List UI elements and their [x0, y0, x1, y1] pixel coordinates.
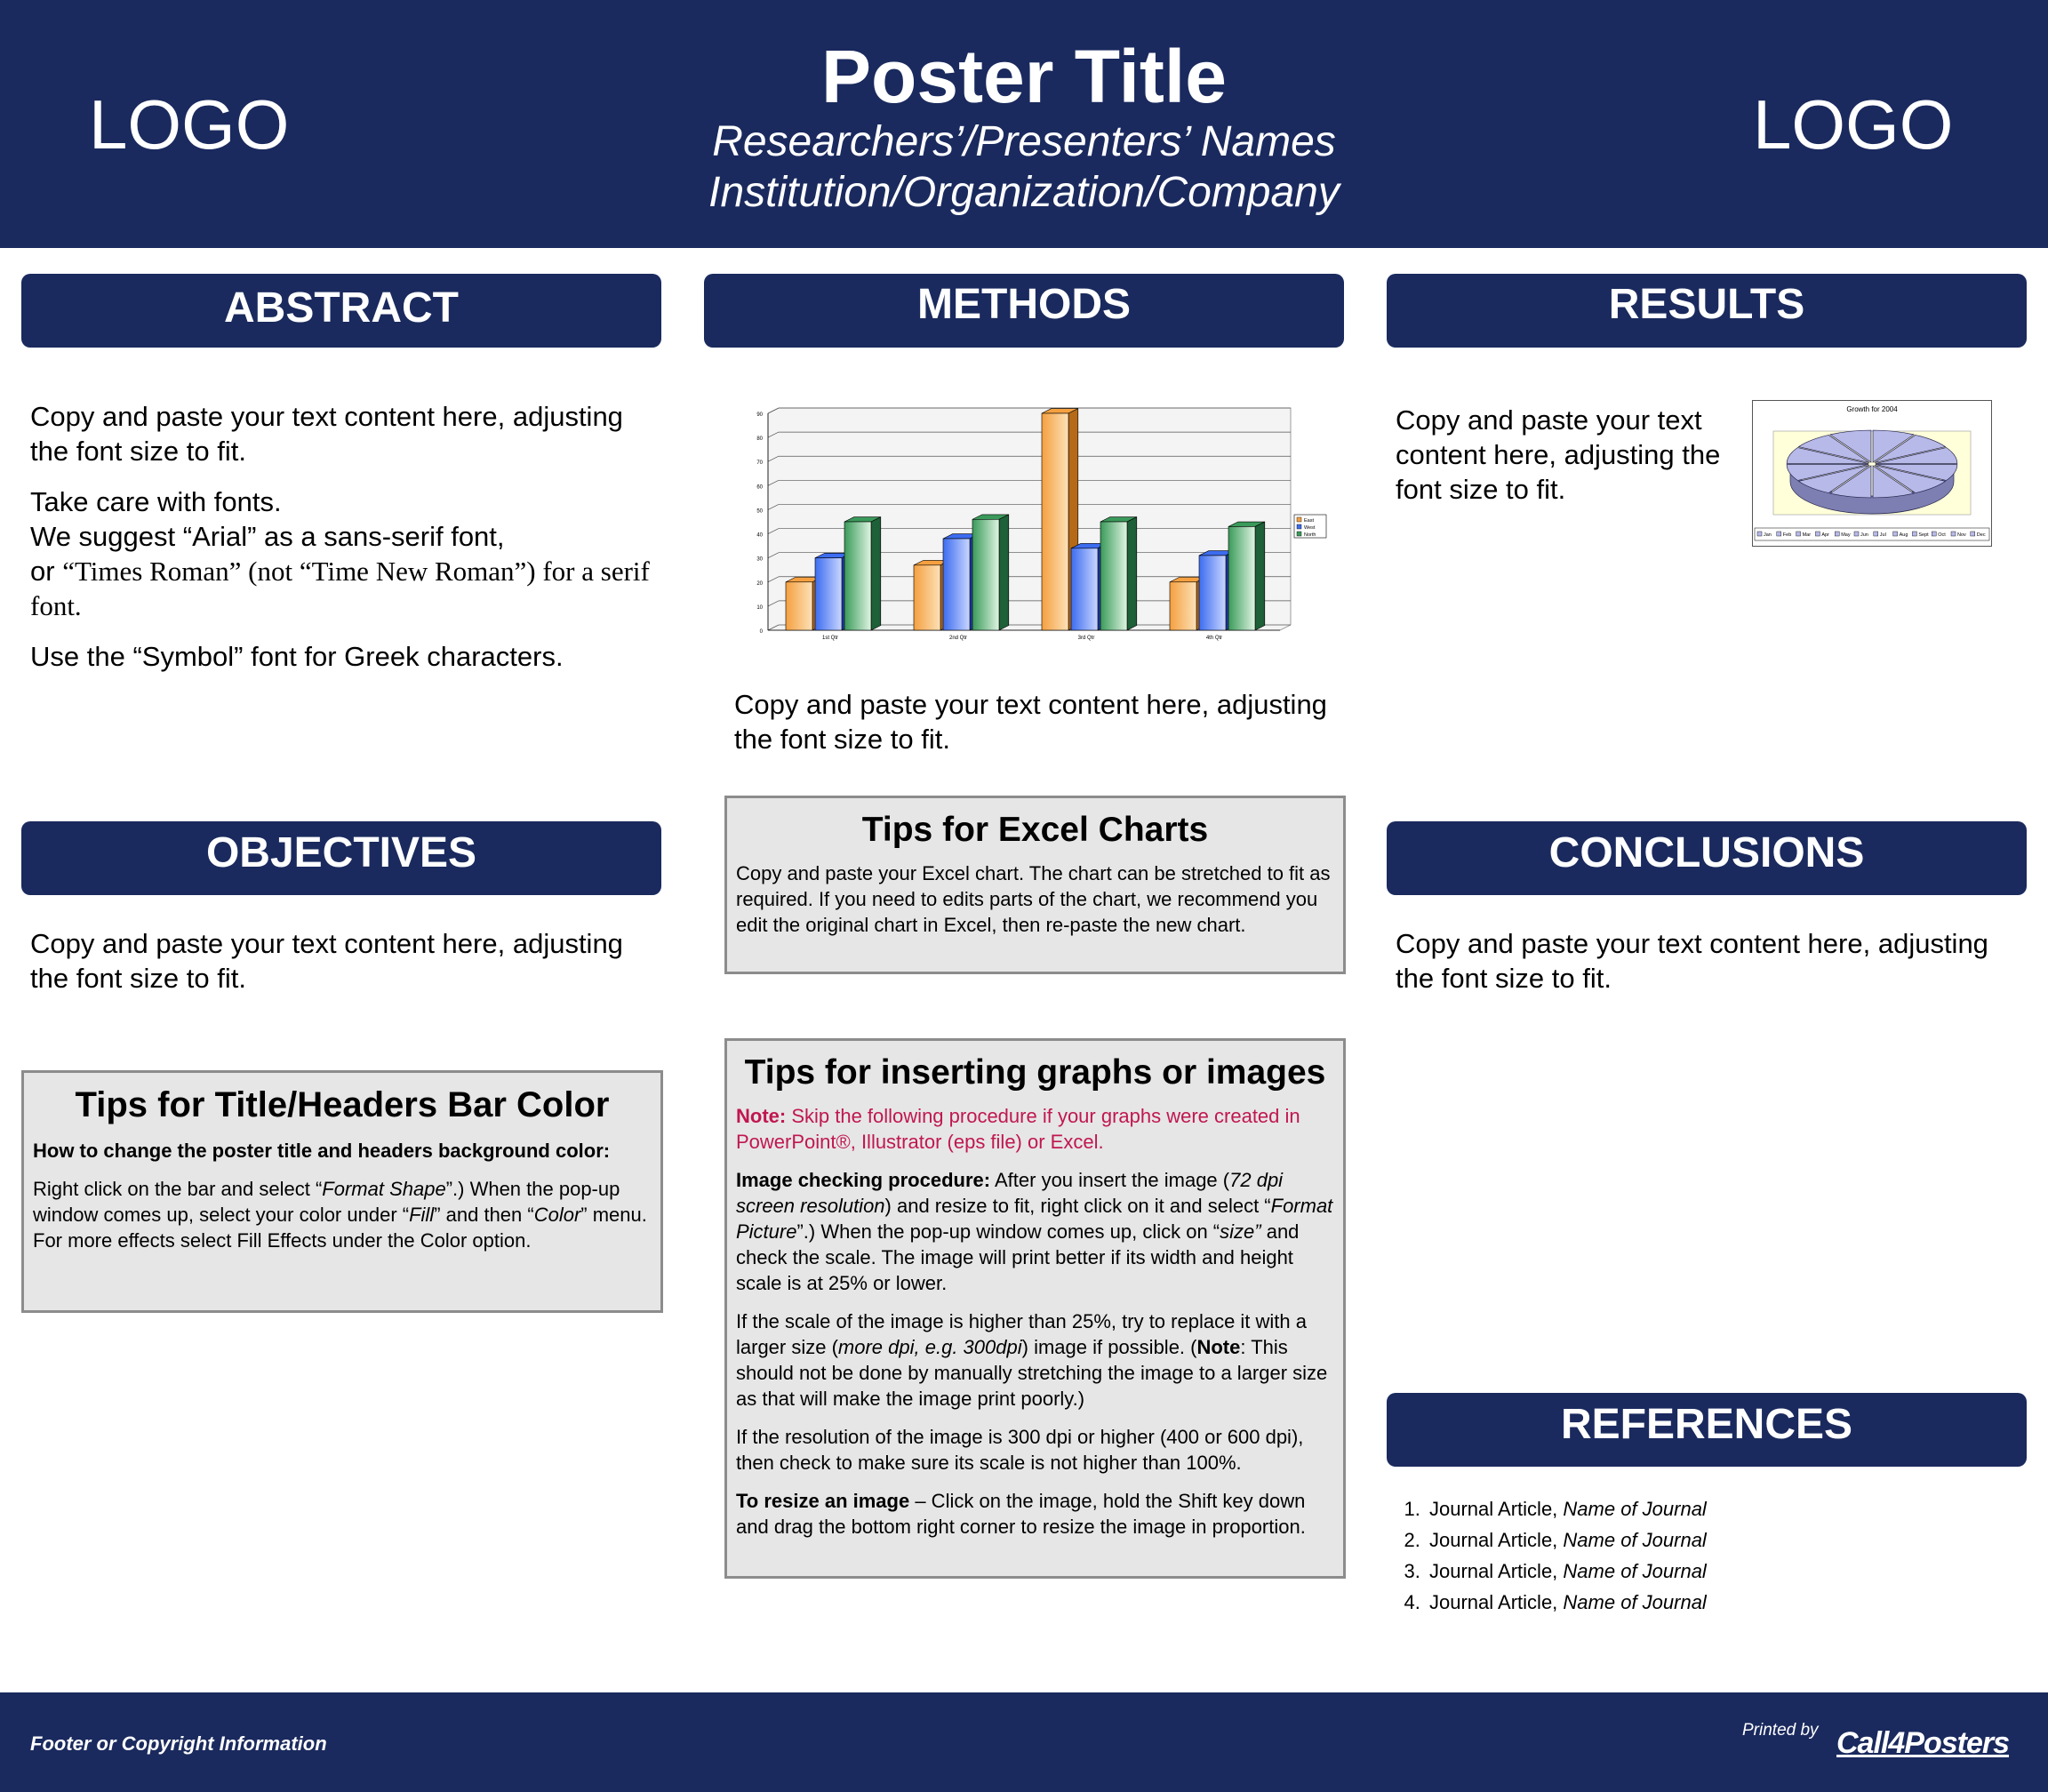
tips-images-heading: Tips for inserting graphs or images — [744, 1053, 1326, 1092]
legend-label: North — [1304, 532, 1316, 538]
results-paragraph: Copy and paste your text content here, adjusting the font size to fit. — [1396, 404, 1721, 505]
abstract-line: We suggest “Arial” as a sans-serif font, — [30, 521, 505, 552]
bar-side — [871, 517, 881, 630]
bar — [815, 558, 842, 630]
legend-swatch — [1893, 532, 1898, 536]
objectives-body — [30, 926, 652, 1012]
bar — [1100, 522, 1127, 630]
legend-swatch — [1971, 532, 1975, 536]
chart-legend — [1294, 515, 1326, 538]
bar — [943, 539, 970, 630]
abstract-body — [30, 399, 652, 690]
legend-swatch — [1835, 532, 1839, 536]
abstract-paragraph: Use the “Symbol” font for Greek characters. — [30, 641, 564, 672]
legend-swatch — [1854, 532, 1859, 536]
methods-header: METHODS — [704, 274, 1344, 348]
reference-item: 3. Journal Article, Name of Journal — [1426, 1556, 1707, 1587]
legend-swatch — [1932, 532, 1936, 536]
y-tick-label: 80 — [756, 436, 763, 443]
conclusions-body — [1396, 926, 2018, 1012]
bar — [1199, 556, 1226, 630]
reference-item: 4. Journal Article, Name of Journal — [1426, 1587, 1707, 1618]
bar-side — [999, 515, 1009, 630]
reference-item: 1. Journal Article, Name of Journal — [1426, 1493, 1707, 1524]
footer-bar — [0, 1692, 2048, 1792]
tips-excel-heading: Tips for Excel Charts — [861, 811, 1209, 849]
bar — [972, 519, 999, 630]
bar — [914, 565, 940, 630]
y-tick-label: 10 — [756, 604, 763, 611]
legend-label: Sept — [1918, 532, 1929, 538]
header-bar — [0, 0, 2048, 248]
legend-swatch — [1796, 532, 1801, 536]
y-tick-label: 40 — [756, 532, 763, 539]
conclusions-header: CONCLUSIONS — [1387, 821, 2027, 895]
legend-swatch — [1777, 532, 1781, 536]
legend-swatch — [1874, 532, 1878, 536]
y-tick-label: 30 — [756, 556, 763, 563]
bar — [1042, 413, 1068, 630]
x-tick-label: 4th Qtr — [1205, 636, 1223, 641]
legend-swatch — [1297, 517, 1301, 522]
legend-swatch — [1912, 532, 1916, 536]
legend-label: Jun — [1860, 532, 1868, 538]
institution: Institution/Organization/Company — [708, 169, 1340, 216]
legend-label: Dec — [1976, 532, 1986, 538]
abstract-line: or — [30, 556, 55, 587]
tips-title-body: Right click on the bar and select “Format Shape”.) When the pop-up window comes up, select your color under “Fill” and then “Color” menu. For more effects select Fill Effects under the Color option. — [33, 1178, 647, 1252]
logo-right: LOGO — [1753, 85, 1954, 164]
authors: Researchers’/Presenters’ Names — [712, 118, 1336, 165]
legend-swatch — [1297, 532, 1301, 536]
legend-label: Feb — [1782, 532, 1792, 538]
tips-title-box — [21, 1070, 663, 1313]
logo-left: LOGO — [89, 85, 290, 164]
tips-images-box — [724, 1038, 1346, 1579]
references-list — [1404, 1493, 1707, 1618]
legend-swatch — [1757, 532, 1762, 536]
legend-label: West — [1304, 525, 1316, 531]
methods-paragraph: Copy and paste your text content here, adjusting the font size to fit. — [734, 689, 1327, 755]
x-tick-label: 3rd Qtr — [1077, 636, 1095, 641]
reference-item: 2. Journal Article, Name of Journal — [1426, 1524, 1707, 1556]
legend-swatch — [1951, 532, 1956, 536]
legend-label: Nov — [1957, 532, 1966, 538]
legend-swatch — [1815, 532, 1820, 536]
pie-legend — [1755, 528, 1989, 540]
tips-excel-box — [724, 796, 1346, 974]
legend-label: Jan — [1764, 532, 1772, 538]
x-tick-label: 1st Qtr — [821, 636, 839, 641]
legend-label: Aug — [1899, 532, 1908, 538]
methods-body — [734, 687, 1339, 772]
objectives-paragraph: Copy and paste your text content here, adjusting the font size to fit. — [30, 928, 623, 994]
conclusions-paragraph: Copy and paste your text content here, adjusting the font size to fit. — [1396, 928, 1988, 994]
abstract-serif-text: “Times Roman” (not “Time New Roman”) for a serif font. — [30, 556, 650, 621]
tips-excel-body: Copy and paste your Excel chart. The chart can be stretched to fit as required. If you need to edits parts of the chart, we recommend you edit the original chart in Excel, then re-paste the new chart. — [736, 862, 1331, 936]
y-tick-label: 60 — [756, 484, 763, 491]
bar — [1228, 526, 1255, 630]
objectives-header: OBJECTIVES — [21, 821, 661, 895]
tips-images-resize: To resize an image – Click on the image, hold the Shift key down and drag the bottom right corner to resize the image in proportion. — [736, 1490, 1306, 1538]
call4posters-logo: Call4Posters — [1836, 1726, 2009, 1760]
tips-images-note: Note: Skip the following procedure if your graphs were created in PowerPoint®, Illustrator (eps file) or Excel. — [736, 1105, 1300, 1153]
tips-images-check: Image checking procedure: After you insert the image (72 dpi screen resolution) and resize to fit, right click on it and select “Format Picture”.) When the pop-up window comes up, click on “size” and check the scale. The image will print better if its width and height scale is at 25% or lower. — [736, 1169, 1333, 1294]
results-pie-chart — [1752, 400, 1992, 547]
tips-images-resolution: If the resolution of the image is 300 dpi or higher (400 or 600 dpi), then check to make sure its scale is not higher than 100%. — [736, 1426, 1304, 1474]
abstract-paragraph: Copy and paste your text content here, adjusting the font size to fit. — [30, 401, 623, 467]
results-header: RESULTS — [1387, 274, 2027, 348]
y-tick-label: 70 — [756, 460, 763, 467]
legend-label: East — [1304, 518, 1315, 524]
footer-text: Footer or Copyright Information — [30, 1732, 327, 1755]
y-tick-label: 50 — [756, 508, 763, 515]
legend-label: Oct — [1938, 532, 1946, 538]
results-body — [1396, 403, 1733, 523]
y-tick-label: 20 — [756, 580, 763, 587]
references-header: REFERENCES — [1387, 1393, 2027, 1467]
legend-swatch — [1297, 524, 1301, 529]
bar-side — [1255, 522, 1265, 630]
abstract-header: ABSTRACT — [21, 274, 661, 348]
tips-images-scale: If the scale of the image is higher than 25%, try to replace it with a larger size (more dpi, e.g. 300dpi) image if possible. (Note: This should not be done by manually stretching the image to a larger size as that will make the image print poorly.) — [736, 1310, 1328, 1410]
abstract-paragraph — [30, 484, 652, 623]
tips-title-heading: Tips for Title/Headers Bar Color — [75, 1085, 610, 1124]
bar — [786, 582, 812, 630]
legend-label: May — [1841, 532, 1851, 538]
bar — [1071, 548, 1098, 630]
legend-label: Apr — [1821, 532, 1829, 538]
bar — [844, 522, 871, 630]
legend-label: Jul — [1879, 532, 1886, 538]
abstract-line: Take care with fonts. — [30, 486, 282, 517]
pie-title: Growth for 2004 — [1846, 405, 1898, 413]
poster-title: Poster Title — [821, 35, 1227, 118]
printed-by-label: Printed by — [1742, 1721, 1819, 1740]
bar-side — [1127, 517, 1137, 630]
legend-label: Mar — [1802, 532, 1812, 538]
methods-bar-chart — [738, 404, 1333, 649]
y-tick-label: 90 — [756, 412, 763, 418]
bar — [1170, 582, 1196, 630]
x-tick-label: 2nd Qtr — [948, 636, 968, 641]
y-tick-label: 0 — [759, 629, 763, 635]
tips-title-subheading: How to change the poster title and headers background color: — [33, 1140, 611, 1162]
